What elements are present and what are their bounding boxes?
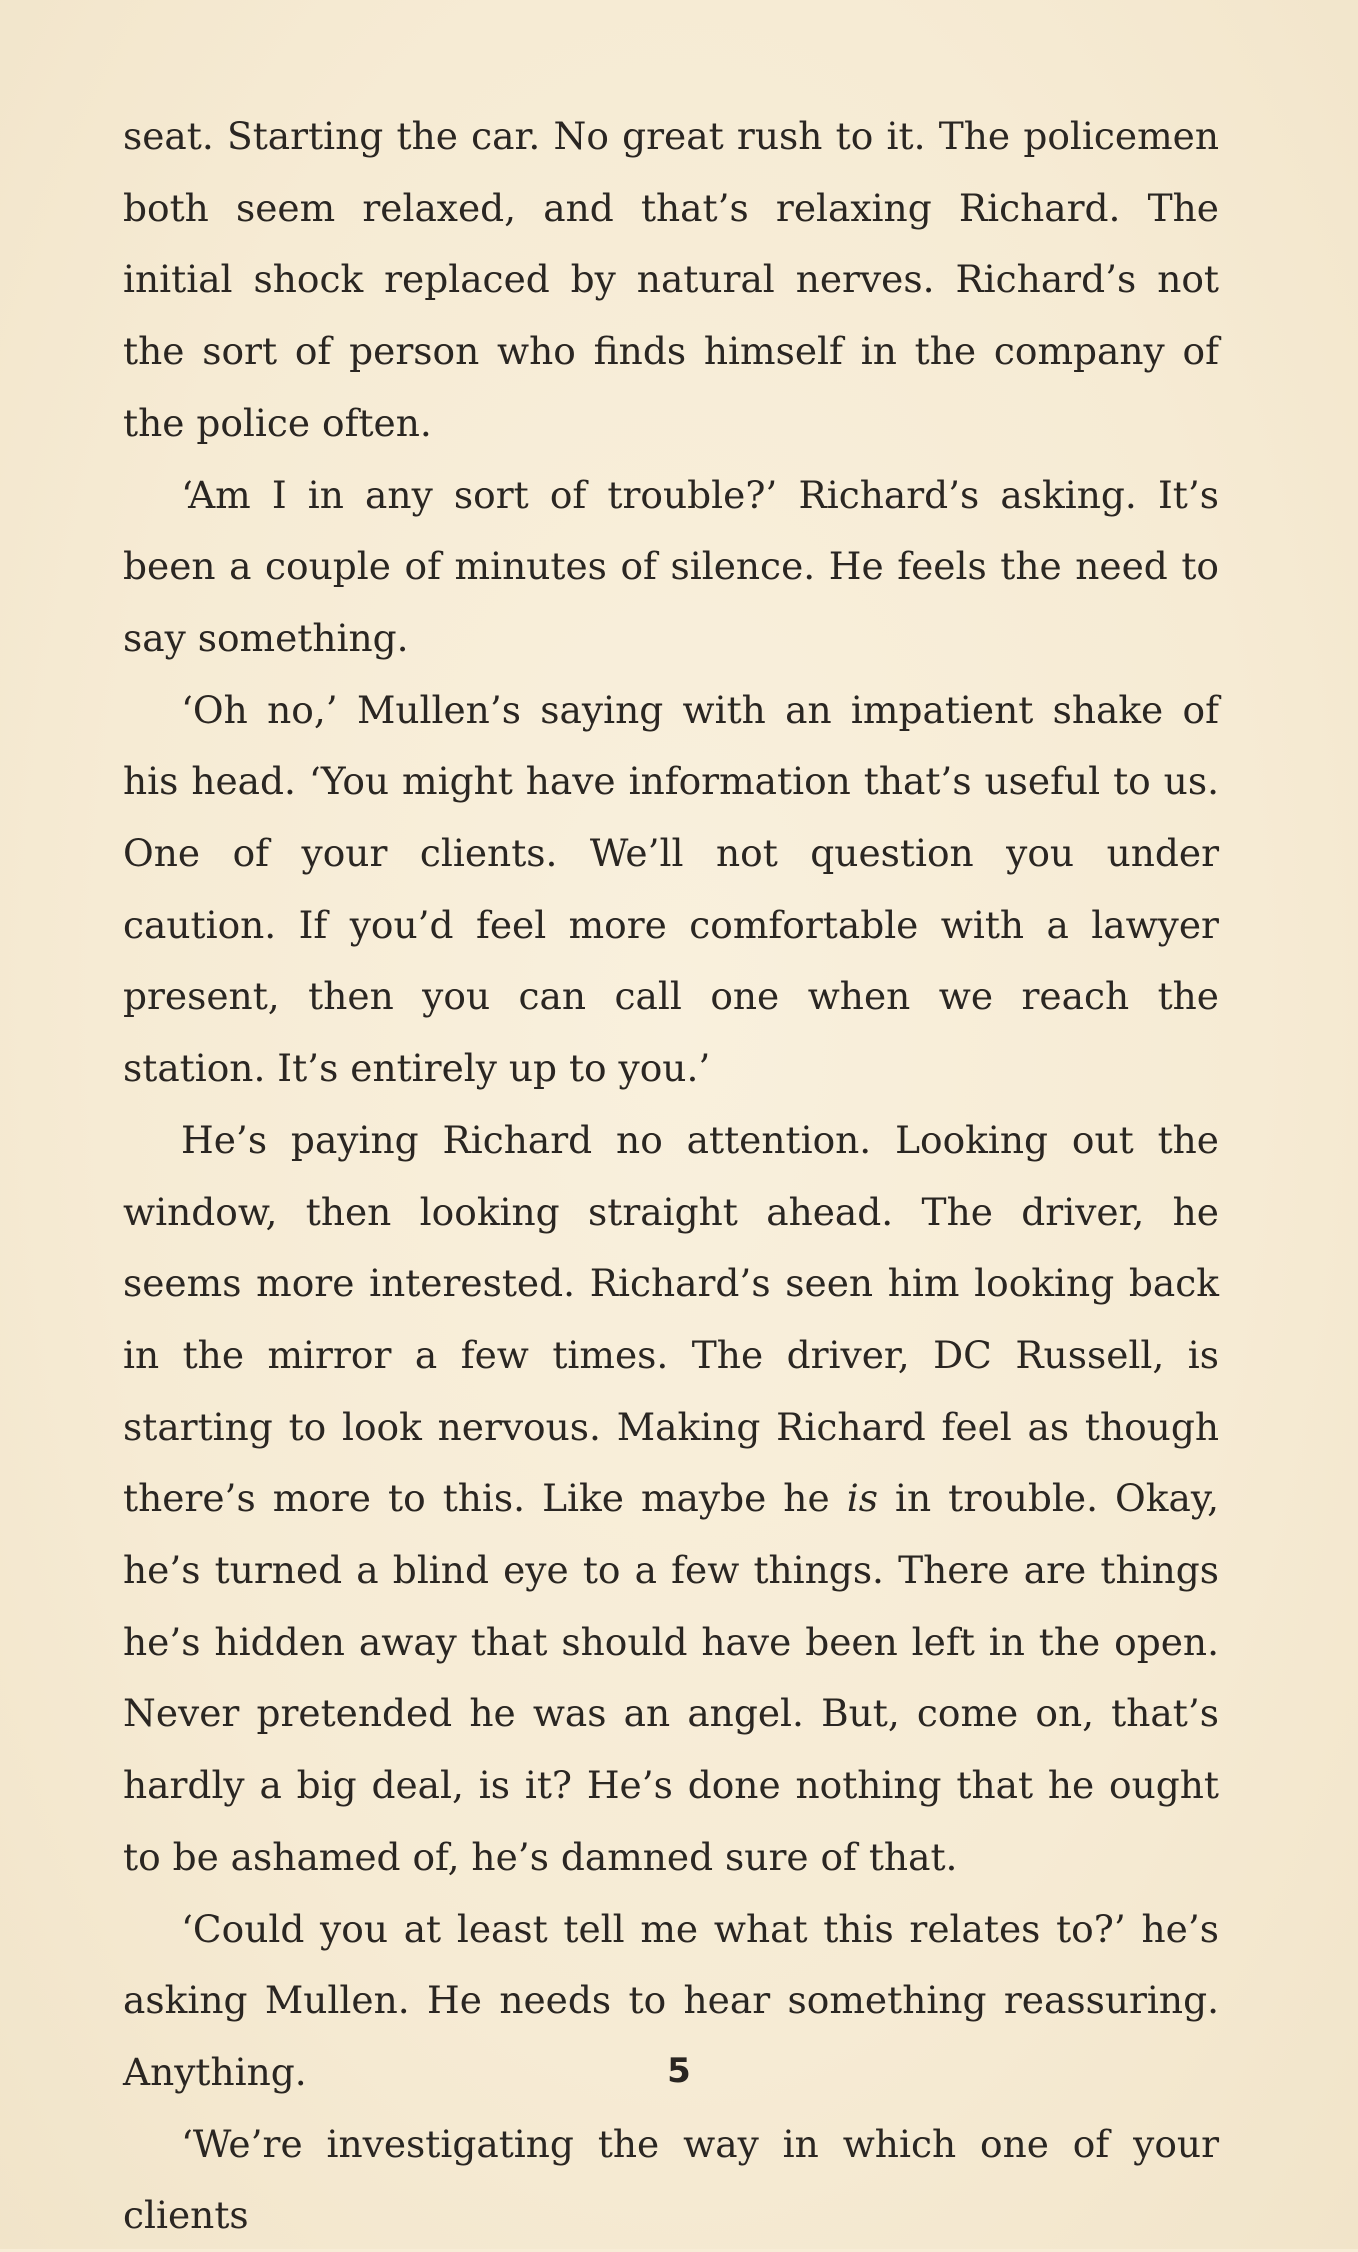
paragraph-text: in trouble. Okay, he’s turned a blind eye to a few things. There are things he’s hidden away that should have been left in the open. Never pretended he was an angel. But, come on, that’s hardly a big deal, is it? He’s done nothing that he ought to be ashamed of, he’s damned sure of that. (123, 1476, 1219, 1879)
page-number: 5 (667, 2051, 691, 2091)
paragraph (123, 101, 1219, 460)
paragraph (123, 675, 1219, 1105)
italic-text: is (846, 1476, 878, 1521)
body-text (123, 101, 1219, 2252)
paragraph-text: ‘Oh no,’ Mullen’s saying with an impatient shake of his head. ‘You might have information that’s useful to us. One of your clients. We’ll not question you under caution. If you’d feel more comfortable with a lawyer present, then you can call one when we reach the station. It’s entirely up to you.’ (123, 687, 1219, 1091)
paragraph-text: He’s paying Richard no attention. Looking out the window, then looking straight ahead. The driver, he seems more interested. Richard’s seen him looking back in the mirror a few times. The driver, DC Russell, is starting to look nervous. Making Richard feel as though there’s more to this. Like maybe he (123, 1117, 1219, 1521)
paragraph-text: seat. Starting the car. No great rush to it. The policemen both seem relaxed, and that’s relaxing Richard. The initial shock replaced by natural nerves. Richard’s not the sort of person who finds himself in the company of the police often. (123, 114, 1219, 445)
paragraph-text: ‘Could you at least tell me what this relates to?’ he’s asking Mullen. He needs to hear something reassuring. Anything. (123, 1906, 1219, 2094)
paragraph-text: ‘Am I in any sort of trouble?’ Richard’s asking. It’s been a couple of minutes of silence. He feels the need to say something. (123, 472, 1219, 660)
paragraph (123, 460, 1219, 675)
paragraph-text: ‘We’re investigating the way in which one of your clients (123, 2121, 1219, 2238)
paragraph (123, 2109, 1219, 2252)
paragraph (123, 1105, 1219, 1894)
